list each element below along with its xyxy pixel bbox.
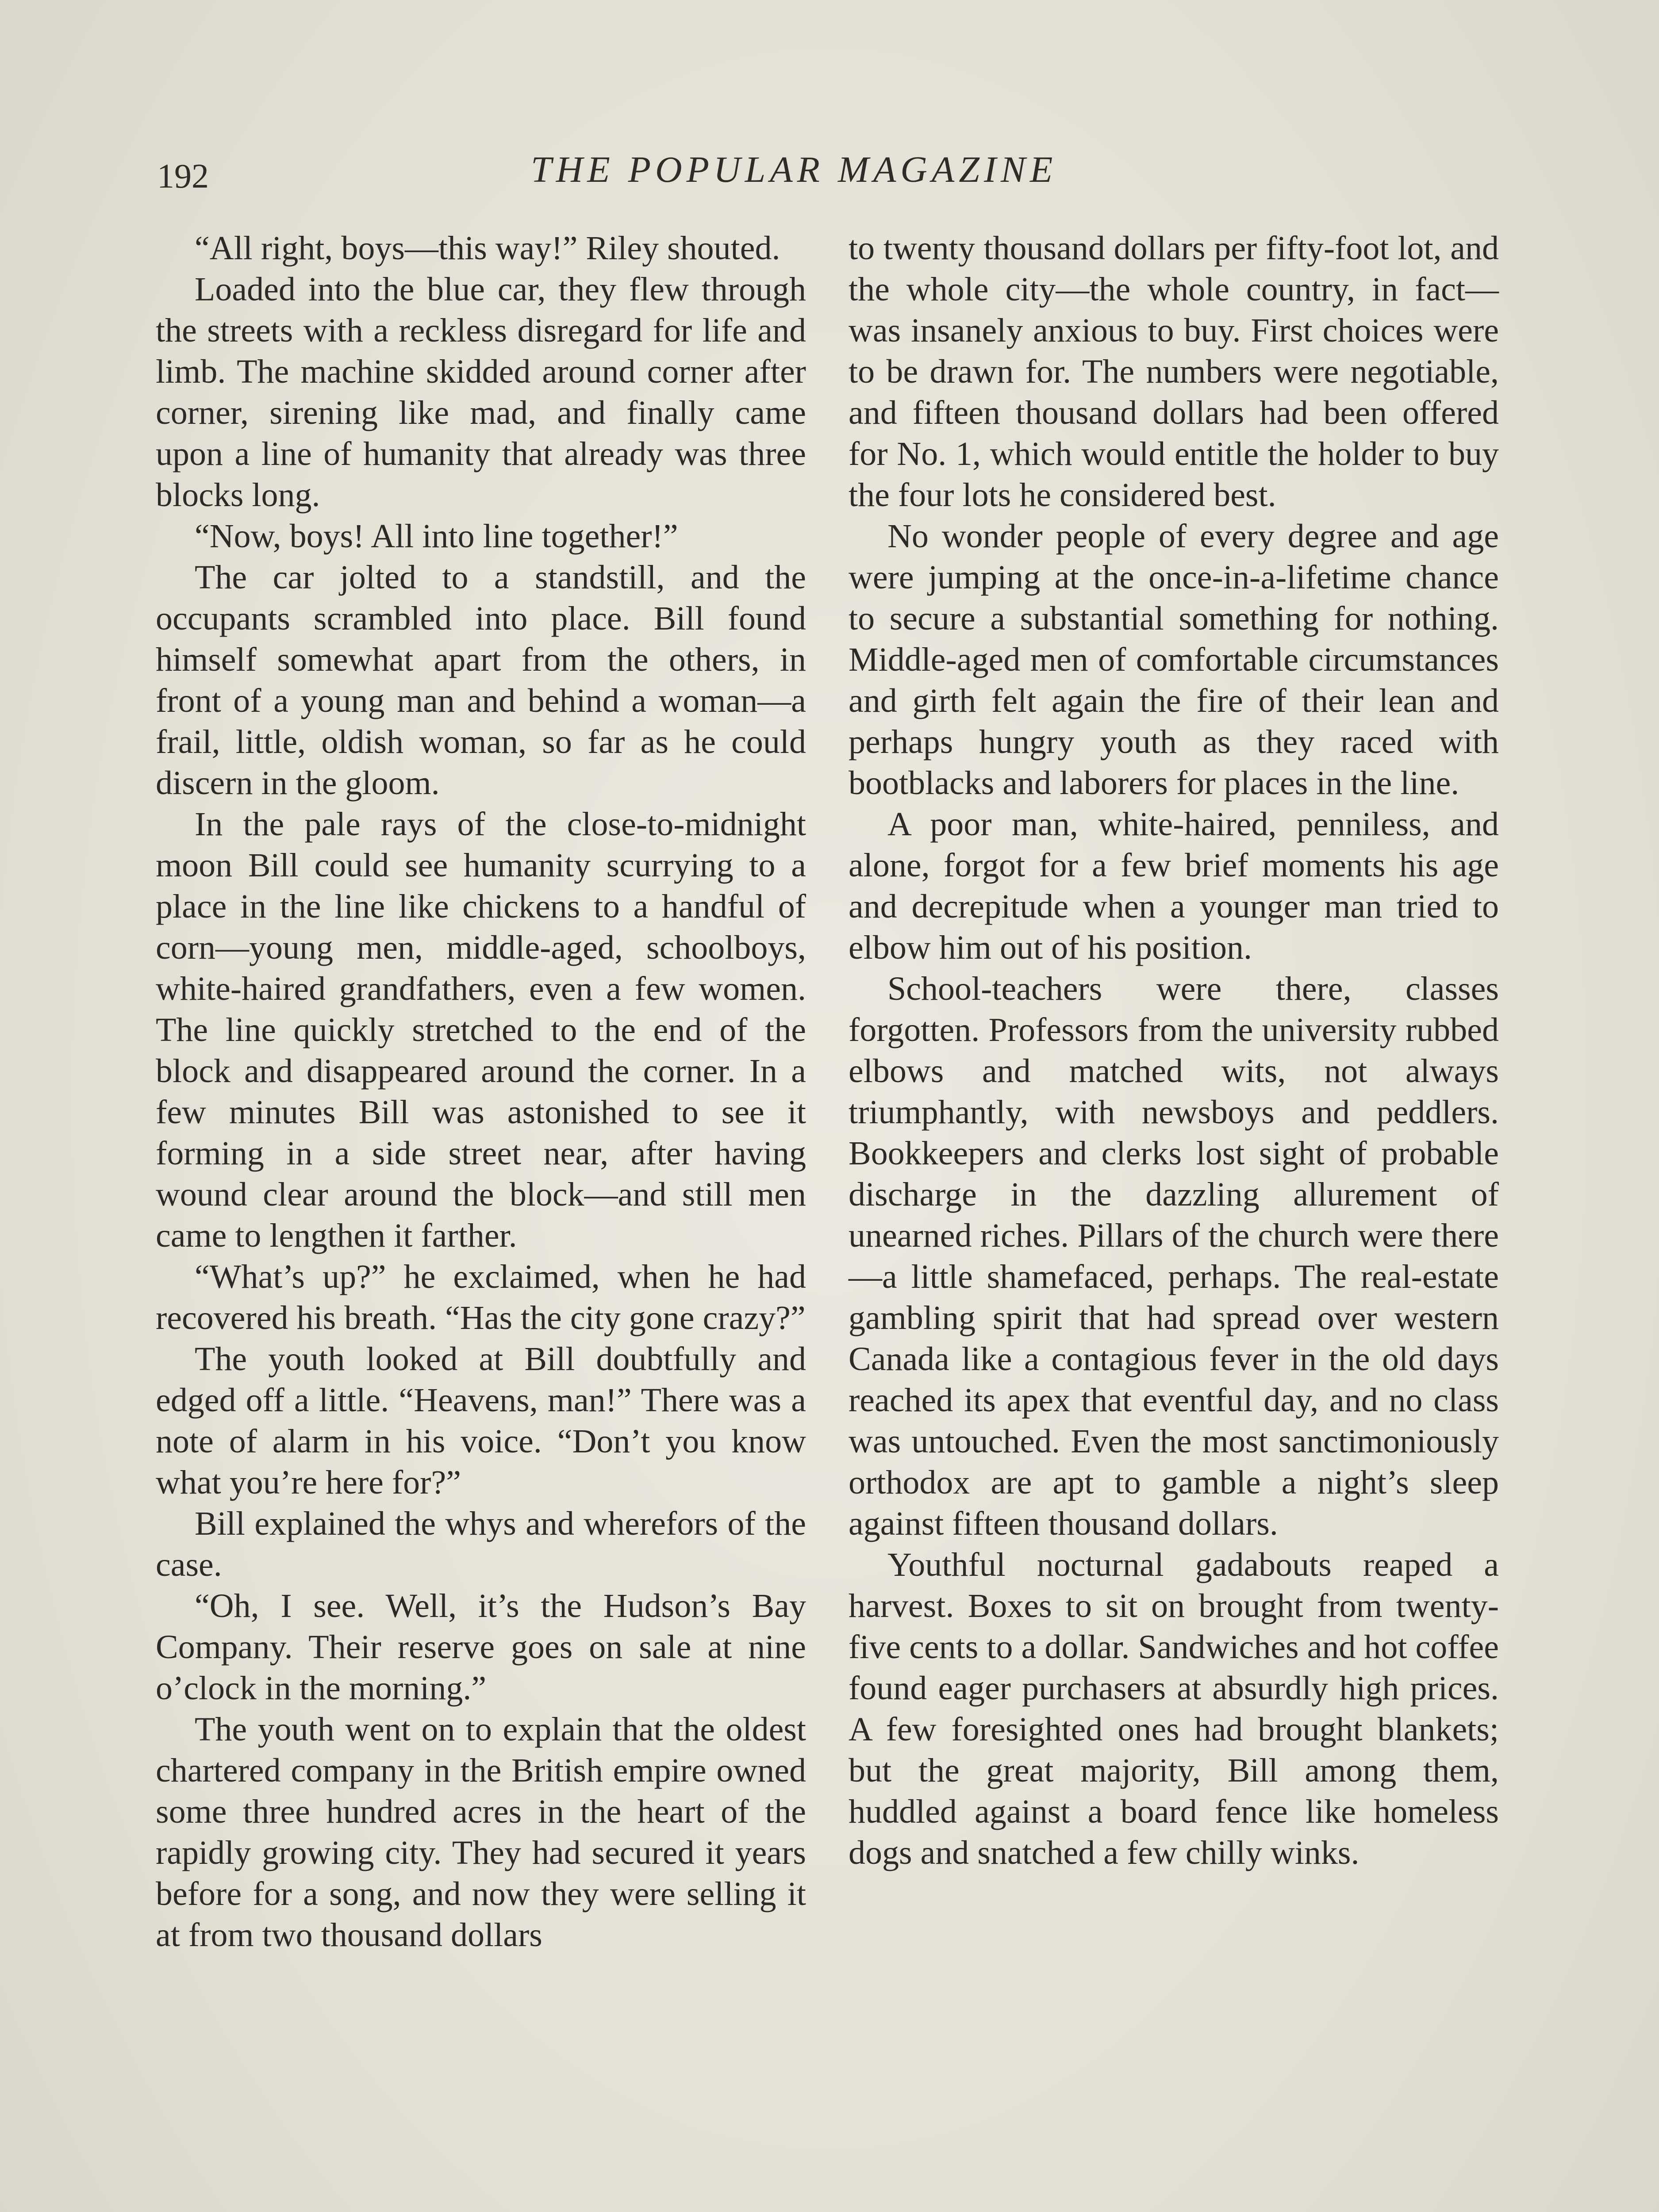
- paragraph: In the pale rays of the close-to-midnight moon Bill could see humanity scurrying to a place in the line like chickens to a handful of corn—young men, middle-aged, schoolboys, white-haired grandfathers, even a few women. The line quickly stretched to the end of the block and disappeared around the corner. In a few minutes Bill was astonished to see it forming in a side street near, after having wound clear around the block—and still men came to lengthen it farther.: [156, 806, 806, 1254]
- paragraph: Loaded into the blue car, they flew through the streets with a reckless disregard for life and limb. The machine skidded around corner after corner, sirening like mad, and finally came upon a line of humanity that already was three blocks long.: [156, 271, 806, 514]
- page-number: 192: [157, 157, 209, 195]
- paragraph: A poor man, white-haired, penniless, and alone, forgot for a few brief moments his age and decrepitude when a younger man tried to elbow him out of his position.: [849, 806, 1499, 966]
- paragraph: “Now, boys! All into line together!”: [195, 518, 678, 555]
- paragraph: “All right, boys—this way!” Riley shouted.: [195, 230, 780, 267]
- paragraph: Youthful nocturnal gadabouts reaped a harvest. Boxes to sit on brought from twenty-five cents to a dollar. Sandwiches and hot coffee found eager purchasers at absurdly high prices. A few foresighted ones had brought blankets; but the great majority, Bill among them, huddled against a board fence like homeless dogs and snatched a few chilly winks.: [849, 1546, 1499, 1871]
- paragraph: School-teachers were there, classes forgotten. Professors from the university rubbed elbows and matched wits, not always triumphantly, with newsboys and peddlers. Bookkeepers and clerks lost sight of probable discharge in the dazzling allurement of unearned riches. Pillars of the church were there—a little shamefaced, perhaps. The real-estate gambling spirit that had spread over western Canada like a contagious fever in the old days reached its apex that eventful day, and no class was untouched. Even the most sanctimoniously orthodox are apt to gamble a night’s sleep against fifteen thousand dollars.: [849, 970, 1499, 1542]
- paragraph: The youth went on to explain that the oldest chartered company in the British empire owned some three hundred acres in the heart of the rapidly growing city. They had secured it years before for a song, and now they were selling it at from two thousand dollars: [156, 1711, 806, 1954]
- left-column: [156, 228, 806, 1956]
- paragraph: “What’s up?” he exclaimed, when he had recovered his breath. “Has the city gone crazy?”: [156, 1258, 806, 1336]
- paragraph: The car jolted to a standstill, and the occupants scrambled into place. Bill found himself somewhat apart from the others, in front of a young man and behind a woman—a frail, little, oldish woman, so far as he could discern in the gloom.: [156, 559, 806, 802]
- paragraph-continued: to twenty thousand dollars per fifty-foot lot, and the whole city—the whole country, in fact—was insanely anxious to buy. First choices were to be drawn for. The numbers were negotiable, and fifteen thousand dollars had been offered for No. 1, which would entitle the holder to buy the four lots he considered best.: [849, 230, 1499, 514]
- running-head: [157, 148, 1374, 201]
- paragraph: The youth looked at Bill doubtfully and edged off a little. “Heavens, man!” There was a note of alarm in his voice. “Don’t you know what you’re here for?”: [156, 1340, 806, 1501]
- paragraph: Bill explained the whys and wherefors of the case.: [156, 1505, 806, 1583]
- right-column: [849, 228, 1499, 1874]
- magazine-title: THE POPULAR MAGAZINE: [531, 149, 1057, 190]
- paragraph: No wonder people of every degree and age were jumping at the once-in-a-lifetime chance to secure a substantial something for nothing. Middle-aged men of comfortable circumstances and girth felt again the fire of their lean and perhaps hungry youth as they raced with bootblacks and laborers for places in the line.: [849, 518, 1499, 802]
- paragraph: “Oh, I see. Well, it’s the Hudson’s Bay Company. Their reserve goes on sale at nine o’clock in the morning.”: [156, 1587, 806, 1707]
